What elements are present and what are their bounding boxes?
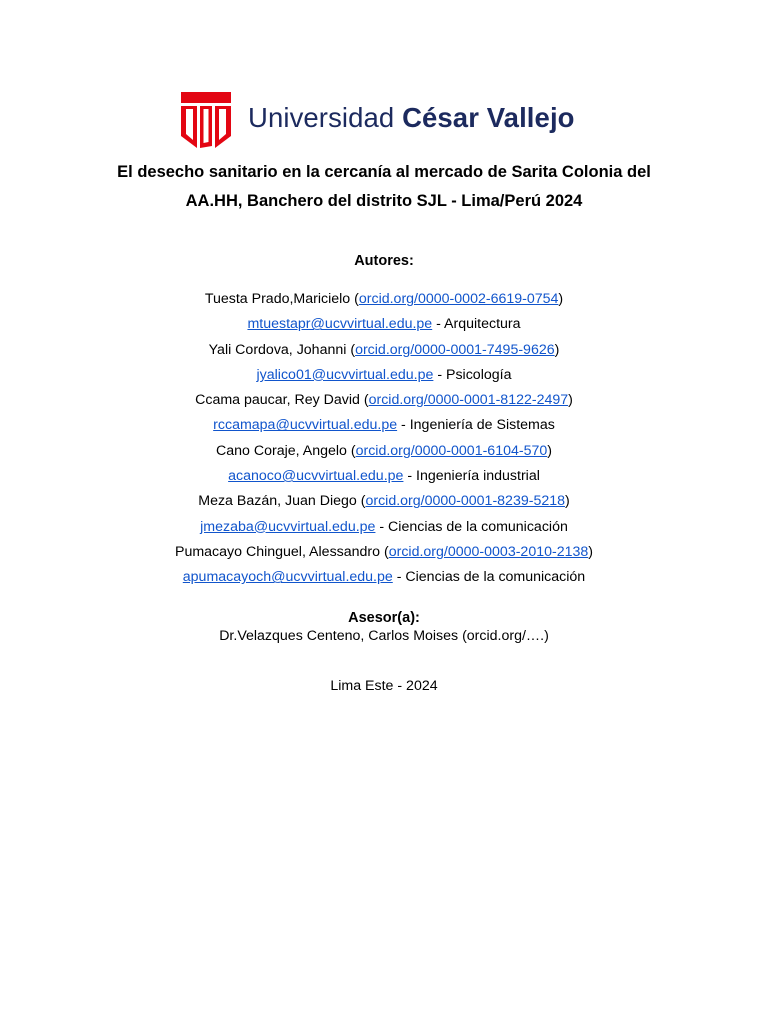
author-name: Meza Bazán, Juan Diego ( — [198, 493, 366, 510]
author-career: - Ingeniería industrial — [403, 468, 540, 485]
paren-close: ) — [547, 442, 552, 459]
author-name-line — [0, 439, 768, 464]
author-email-line — [0, 464, 768, 489]
place-and-year: Lima Este - 2024 — [330, 678, 438, 694]
email-link[interactable]: rccamapa@ucvvirtual.edu.pe — [213, 417, 398, 434]
author-name: Cano Coraje, Angelo ( — [215, 442, 356, 459]
author-name: Pumacayo Chinguel, Alessandro ( — [174, 543, 389, 560]
paren-close: ) — [588, 543, 594, 560]
author-name-line — [0, 540, 768, 565]
author-name: Ccama paucar, Rey David ( — [195, 392, 369, 409]
orcid-link[interactable]: orcid.org/0000-0003-2010-2138 — [388, 543, 589, 560]
author-career: - Ciencias de la comunicación — [392, 569, 586, 586]
author-name-line — [0, 338, 768, 363]
email-link[interactable]: apumacayoch@ucvvirtual.edu.pe — [182, 569, 393, 586]
author-email-line — [0, 312, 768, 337]
title-line-1: El desecho sanitario en la cercanía al mercado de Sarita Colonia del — [117, 163, 651, 181]
author-email-line — [0, 413, 768, 438]
advisor-heading: Asesor(a): — [348, 610, 420, 626]
author-name-line — [0, 489, 768, 514]
author-name-line — [0, 388, 768, 413]
university-name-bold: César Vallejo — [402, 102, 575, 133]
title-line-2: AA.HH, Banchero del distrito SJL - Lima/Perú 2024 — [185, 192, 583, 210]
authors-list — [0, 287, 768, 591]
orcid-link[interactable]: orcid.org/0000-0001-8239-5218 — [365, 493, 566, 510]
email-link[interactable]: acanoco@ucvvirtual.edu.pe — [228, 468, 404, 485]
university-logo — [181, 92, 575, 148]
author-name: Yali Cordova, Johanni ( — [208, 341, 356, 358]
author-name: Tuesta Prado,Maricielo ( — [204, 291, 359, 307]
paren-close: ) — [558, 291, 564, 307]
email-link[interactable]: jyalico01@ucvvirtual.edu.pe — [256, 366, 434, 383]
paren-close: ) — [568, 392, 573, 409]
author-name-line — [0, 287, 768, 312]
authors-heading: Autores: — [354, 253, 414, 269]
orcid-link[interactable]: orcid.org/0000-0001-7495-9626 — [355, 341, 555, 358]
orcid-link[interactable]: orcid.org/0000-0002-6619-0754 — [358, 291, 559, 307]
author-career: - Psicología — [433, 366, 512, 383]
author-email-line — [0, 565, 768, 590]
advisor-name: Dr.Velazques Centeno, Carlos Moises (orcid.org/….) — [219, 628, 549, 644]
ucv-shield-icon — [181, 92, 231, 148]
university-name — [248, 102, 575, 134]
orcid-link[interactable]: orcid.org/0000-0001-8122-2497 — [368, 392, 569, 409]
email-link[interactable]: mtuestapr@ucvvirtual.edu.pe — [247, 316, 433, 333]
author-email-line — [0, 363, 768, 388]
email-link[interactable]: jmezaba@ucvvirtual.edu.pe — [200, 518, 376, 535]
paren-close: ) — [554, 341, 560, 358]
author-email-line — [0, 515, 768, 540]
author-career: - Arquitectura — [432, 316, 521, 333]
document-title — [0, 158, 768, 216]
university-name-light: Universidad — [248, 102, 403, 133]
paren-close: ) — [565, 493, 570, 510]
author-career: - Ciencias de la comunicación — [375, 518, 568, 535]
author-career: - Ingeniería de Sistemas — [397, 417, 555, 434]
orcid-link[interactable]: orcid.org/0000-0001-6104-570 — [355, 442, 548, 459]
